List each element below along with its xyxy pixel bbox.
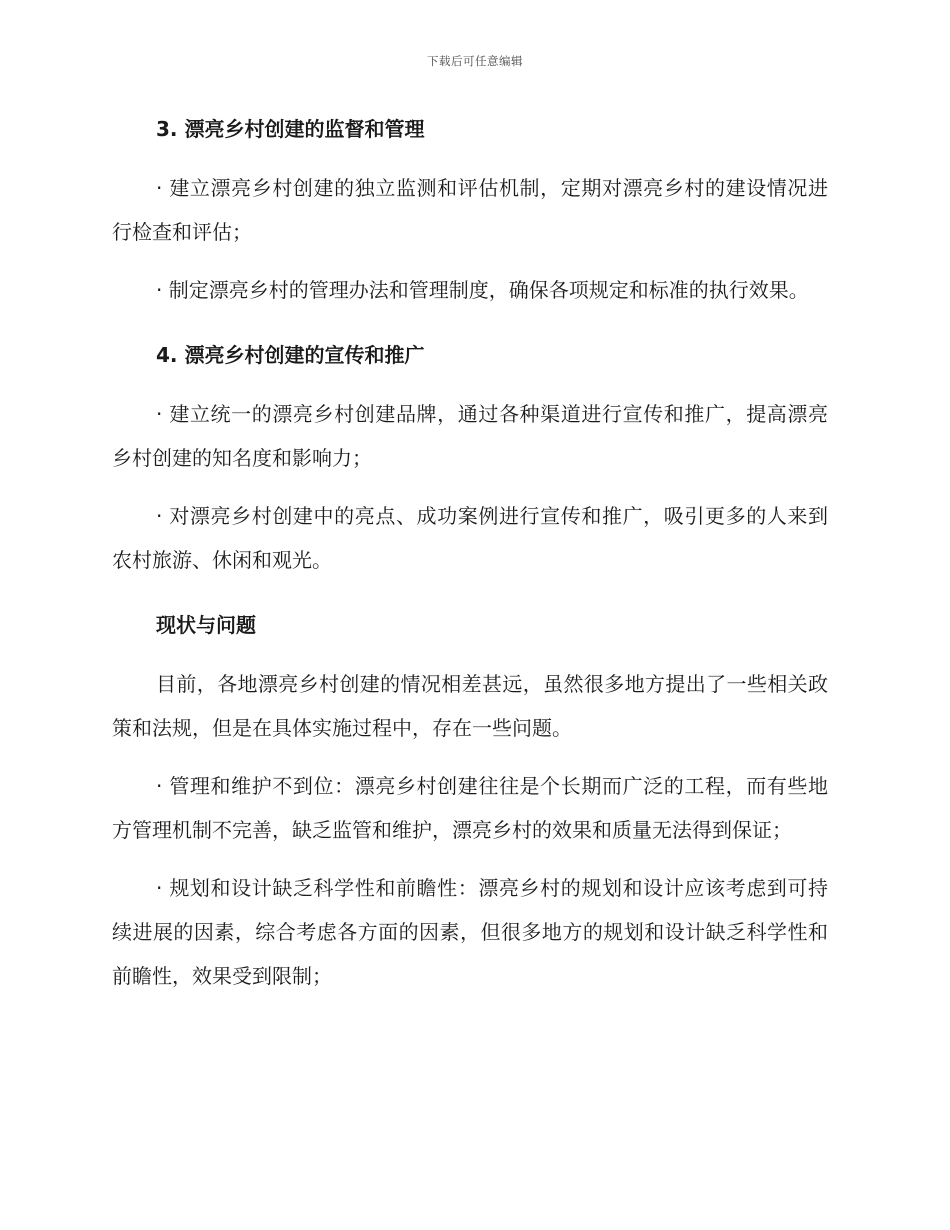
page-header: 下载后可任意编辑 — [427, 54, 523, 68]
section-3-heading: 3. 漂亮乡村创建的监督和管理 — [156, 117, 425, 141]
status-paragraph-1: 目前，各地漂亮乡村创建的情况相差甚远，虽然很多地方提出了一些相关政策和法规，但是在具体实施过程中，存在一些问题。 — [112, 672, 828, 740]
section-3-paragraph-2: · 制定漂亮乡村的管理办法和管理制度，确保各项规定和标准的执行效果。 — [156, 278, 809, 302]
status-heading: 现状与问题 — [156, 613, 256, 637]
section-4-paragraph-2: · 对漂亮乡村创建中的亮点、成功案例进行宣传和推广，吸引更多的人来到农村旅游、休闲和观光。 — [112, 504, 828, 572]
status-paragraph-3: · 规划和设计缺乏科学性和前瞻性：漂亮乡村的规划和设计应该考虑到可持续进展的因素，综合考虑各方面的因素，但很多地方的规划和设计缺乏科学性和前瞻性，效果受到限制； — [112, 876, 828, 988]
section-3-paragraph-1: · 建立漂亮乡村创建的独立监测和评估机制，定期对漂亮乡村的建设情况进行检查和评估； — [112, 176, 828, 244]
status-paragraph-2: · 管理和维护不到位：漂亮乡村创建往往是个长期而广泛的工程，而有些地方管理机制不完善，缺乏监管和维护，漂亮乡村的效果和质量无法得到保证； — [112, 774, 828, 842]
section-4-heading: 4. 漂亮乡村创建的宣传和推广 — [156, 343, 425, 367]
section-4-paragraph-1: · 建立统一的漂亮乡村创建品牌，通过各种渠道进行宣传和推广，提高漂亮乡村创建的知名度和影响力； — [112, 402, 828, 470]
document-body — [112, 112, 828, 998]
